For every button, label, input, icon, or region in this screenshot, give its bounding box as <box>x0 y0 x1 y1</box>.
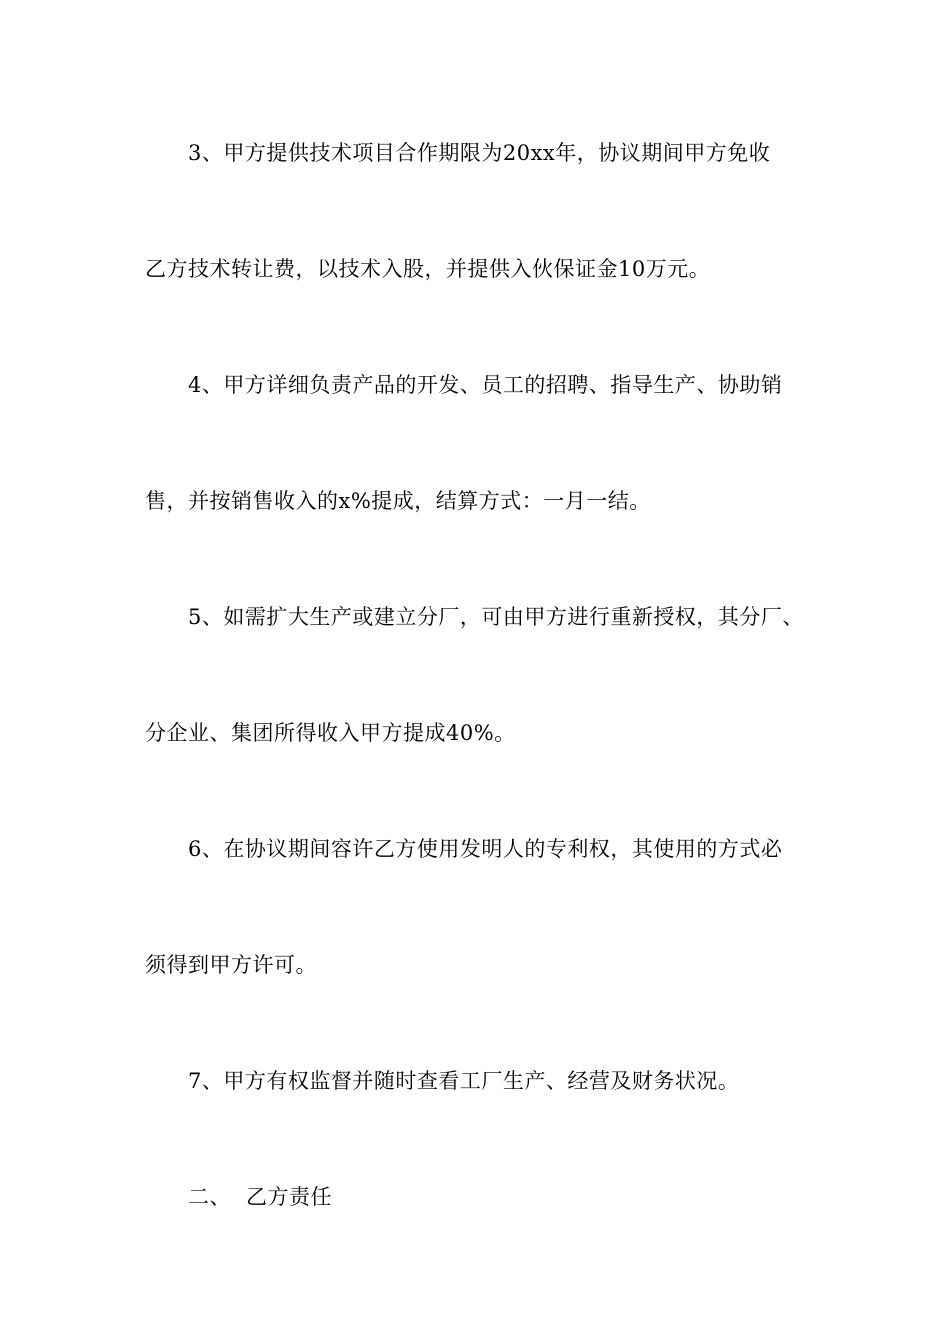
paragraph-6-line-1: 6、在协议期间容许乙方使用发明人的专利权，其使用的方式必 <box>188 837 783 861</box>
paragraph-4-line-1: 4、甲方详细负责产品的开发、员工的招聘、指导生产、协助销 <box>188 373 783 397</box>
paragraph-5-line-2: 分企业、集团所得收入甲方提成40%。 <box>145 721 516 745</box>
section-heading-number: 二、 <box>188 1185 231 1209</box>
paragraph-7-line-1: 7、甲方有权监督并随时查看工厂生产、经营及财务状况。 <box>188 1069 740 1093</box>
section-heading <box>188 1183 878 1211</box>
paragraph-3-line-1: 3、甲方提供技术项目合作期限为20xx年，协议期间甲方免收 <box>188 141 771 165</box>
paragraph-6-line-2: 须得到甲方许可。 <box>145 953 317 977</box>
paragraph-3-line-2: 乙方技术转让费，以技术入股，并提供入伙保证金10万元。 <box>145 257 711 281</box>
section-heading-title: 乙方责任 <box>246 1185 332 1209</box>
paragraph-4-line-2: 售，并按销售收入的x%提成，结算方式：一月一结。 <box>145 489 651 513</box>
paragraph-5-line-1: 5、如需扩大生产或建立分厂，可由甲方进行重新授权，其分厂、 <box>188 605 804 629</box>
